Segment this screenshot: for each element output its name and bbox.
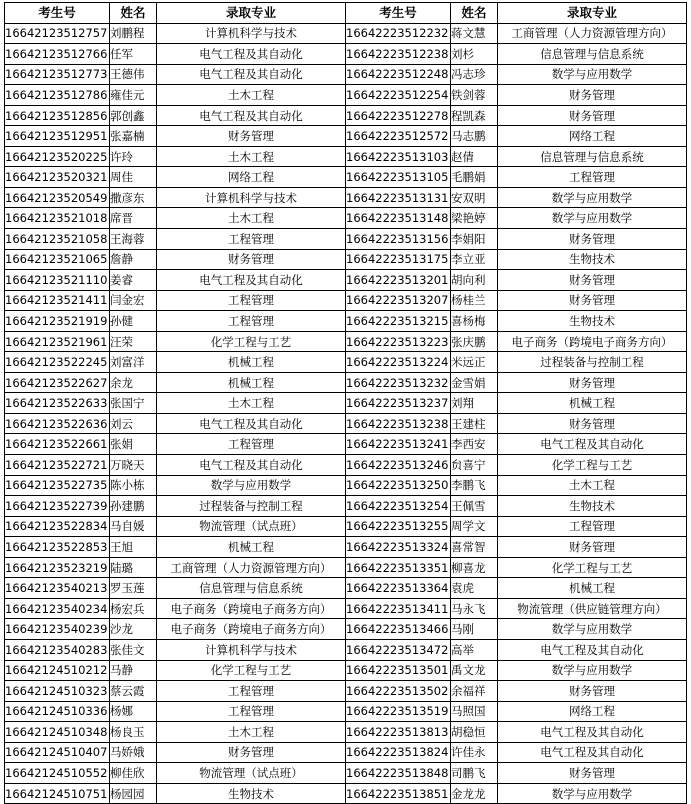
student-id-left: 16642123512856 [5,105,110,126]
student-id-right: 16642223513156 [346,229,451,250]
student-name-left: 周佳 [110,167,157,188]
header-major-left: 录取专业 [157,3,346,24]
student-name-right: 铁剑蓉 [451,85,498,106]
student-name-left: 席晋 [110,208,157,229]
header-row [5,3,687,24]
student-name-left: 许玲 [110,146,157,167]
student-id-left: 16642123521411 [5,290,110,311]
admitted-major-left: 电气工程及其自动化 [157,455,346,476]
student-id-left: 16642123520321 [5,167,110,188]
student-id-right: 16642223513224 [346,352,451,373]
admitted-major-left: 物流管理（试点班） [157,763,346,784]
student-name-right: 王佩雪 [451,496,498,517]
student-name-right: 梁艳婷 [451,208,498,229]
table-row [5,496,687,517]
student-name-right: 马刚 [451,619,498,640]
admitted-major-left: 土木工程 [157,146,346,167]
table-row [5,44,687,65]
admitted-major-left: 土木工程 [157,85,346,106]
header-name-right: 姓名 [451,3,498,24]
student-name-left: 雍佳元 [110,85,157,106]
student-id-right: 16642223513472 [346,639,451,660]
student-id-right: 16642223513848 [346,763,451,784]
student-id-right: 16642223513824 [346,742,451,763]
admitted-major-right: 财务管理 [498,270,687,291]
student-name-right: 刘杉 [451,44,498,65]
header-student-id-left: 考生号 [5,3,110,24]
admitted-major-right: 财务管理 [498,413,687,434]
student-id-right: 16642223513364 [346,578,451,599]
admitted-major-left: 机械工程 [157,537,346,558]
student-name-right: 毛鹏娟 [451,167,498,188]
student-id-left: 16642123522721 [5,455,110,476]
admitted-major-left: 数学与应用数学 [157,475,346,496]
admitted-major-left: 计算机科学与技术 [157,23,346,44]
admitted-major-right: 数学与应用数学 [498,619,687,640]
student-name-right: 李西安 [451,434,498,455]
student-id-left: 16642123521065 [5,249,110,270]
student-id-right: 16642223513207 [346,290,451,311]
student-name-left: 马静 [110,660,157,681]
student-id-left: 16642123540283 [5,639,110,660]
student-id-left: 16642123522633 [5,393,110,414]
admitted-major-left: 工程管理 [157,290,346,311]
header-student-id-right: 考生号 [346,3,451,24]
admitted-major-left: 电气工程及其自动化 [157,270,346,291]
admitted-major-left: 化学工程与工艺 [157,331,346,352]
admitted-major-left: 信息管理与信息系统 [157,578,346,599]
table-row [5,270,687,291]
admitted-major-left: 工程管理 [157,701,346,722]
student-name-right: 刘翔 [451,393,498,414]
admitted-major-left: 电子商务（跨境电子商务方向） [157,598,346,619]
admitted-major-left: 机械工程 [157,372,346,393]
student-name-right: 许佳永 [451,742,498,763]
student-id-left: 16642123520225 [5,146,110,167]
student-name-right: 王建柱 [451,413,498,434]
student-name-right: 禹文龙 [451,660,498,681]
student-id-left: 16642123521018 [5,208,110,229]
student-id-left: 16642123522834 [5,516,110,537]
student-id-right: 16642223513103 [346,146,451,167]
admitted-major-left: 工程管理 [157,681,346,702]
table-row [5,557,687,578]
table-row [5,475,687,496]
student-name-right: 李立亚 [451,249,498,270]
student-name-right: 周学文 [451,516,498,537]
admitted-major-right: 机械工程 [498,578,687,599]
admitted-major-right: 生物技术 [498,311,687,332]
student-id-left: 16642123521961 [5,331,110,352]
student-name-left: 撒彦东 [110,187,157,208]
student-name-left: 马自媛 [110,516,157,537]
student-name-left: 孙建鹏 [110,496,157,517]
table-row [5,126,687,147]
table-row [5,722,687,743]
student-name-right: 喜常智 [451,537,498,558]
table-row [5,105,687,126]
table-row [5,701,687,722]
admitted-major-right: 机械工程 [498,393,687,414]
student-id-right: 16642223512254 [346,85,451,106]
student-name-left: 陆璐 [110,557,157,578]
admitted-major-right: 电气工程及其自动化 [498,639,687,660]
student-id-right: 16642223513813 [346,722,451,743]
admitted-major-right: 工商管理（人力资源管理方向） [498,23,687,44]
student-id-right: 16642223513201 [346,270,451,291]
student-id-right: 16642223512572 [346,126,451,147]
table-row [5,434,687,455]
student-name-right: 李娟阳 [451,229,498,250]
student-id-right: 16642223513324 [346,537,451,558]
student-id-right: 16642223513502 [346,681,451,702]
student-name-left: 张娟 [110,434,157,455]
admitted-major-left: 工程管理 [157,229,346,250]
table-row [5,537,687,558]
admitted-major-left: 土木工程 [157,208,346,229]
admitted-major-left: 工程管理 [157,434,346,455]
admitted-major-right: 物流管理（供应链管理方向） [498,598,687,619]
student-name-left: 蔡云霞 [110,681,157,702]
admitted-major-right: 财务管理 [498,681,687,702]
student-id-left: 16642123522853 [5,537,110,558]
table-row [5,639,687,660]
table-row [5,64,687,85]
student-id-left: 16642123522739 [5,496,110,517]
student-id-right: 16642223513254 [346,496,451,517]
admitted-major-left: 过程装备与控制工程 [157,496,346,517]
admitted-major-left: 电气工程及其自动化 [157,105,346,126]
table-row [5,516,687,537]
student-id-right: 16642223513238 [346,413,451,434]
student-id-left: 16642123521058 [5,229,110,250]
admitted-major-right: 数学与应用数学 [498,187,687,208]
admitted-major-left: 物流管理（试点班） [157,516,346,537]
admitted-major-left: 电气工程及其自动化 [157,64,346,85]
student-id-right: 16642223513246 [346,455,451,476]
admitted-major-left: 电子商务（跨境电子商务方向） [157,619,346,640]
table-row [5,578,687,599]
student-name-right: 金雪娟 [451,372,498,393]
admitted-major-right: 生物技术 [498,496,687,517]
student-id-left: 16642124510336 [5,701,110,722]
student-name-right: 张庆鹏 [451,331,498,352]
admitted-major-left: 财务管理 [157,126,346,147]
student-name-right: 马照国 [451,701,498,722]
student-name-left: 陈小栋 [110,475,157,496]
student-id-right: 16642223512232 [346,23,451,44]
student-id-right: 16642223513105 [346,167,451,188]
table-row [5,249,687,270]
student-name-right: 程凯森 [451,105,498,126]
student-name-left: 沙龙 [110,619,157,640]
table-row [5,455,687,476]
student-name-right: 米远正 [451,352,498,373]
student-name-left: 闫金宏 [110,290,157,311]
student-name-right: 柳喜龙 [451,557,498,578]
student-id-left: 16642123523219 [5,557,110,578]
student-id-right: 16642223513411 [346,598,451,619]
student-name-left: 张国宁 [110,393,157,414]
admitted-major-right: 财务管理 [498,763,687,784]
student-name-right: 李鹏飞 [451,475,498,496]
student-id-right: 16642223513501 [346,660,451,681]
student-id-left: 16642124510407 [5,742,110,763]
student-name-right: 马志鹏 [451,126,498,147]
table-row [5,681,687,702]
student-name-left: 王旭 [110,537,157,558]
student-name-left: 柳佳欣 [110,763,157,784]
student-name-left: 张嘉楠 [110,126,157,147]
admitted-major-right: 财务管理 [498,290,687,311]
student-id-right: 16642223513232 [346,372,451,393]
student-name-right: 冯志珍 [451,64,498,85]
student-name-left: 余龙 [110,372,157,393]
student-id-left: 16642123522245 [5,352,110,373]
table-row [5,413,687,434]
student-id-left: 16642123512757 [5,23,110,44]
admitted-major-left: 计算机科学与技术 [157,187,346,208]
table-row [5,598,687,619]
student-name-right: 余福祥 [451,681,498,702]
table-row [5,311,687,332]
admitted-major-left: 工商管理（人力资源管理方向） [157,557,346,578]
table-row [5,763,687,784]
admitted-major-left: 电气工程及其自动化 [157,413,346,434]
student-id-right: 16642223513250 [346,475,451,496]
table-row [5,783,687,804]
admitted-major-right: 数学与应用数学 [498,208,687,229]
student-name-left: 杨良玉 [110,722,157,743]
student-name-left: 孙健 [110,311,157,332]
student-name-left: 任军 [110,44,157,65]
student-name-left: 刘富洋 [110,352,157,373]
student-name-right: 喜杨梅 [451,311,498,332]
admitted-major-left: 网络工程 [157,167,346,188]
admitted-major-right: 电子商务（跨境电子商务方向） [498,331,687,352]
student-id-left: 16642123540239 [5,619,110,640]
admitted-major-left: 化学工程与工艺 [157,660,346,681]
student-id-right: 16642223512278 [346,105,451,126]
admitted-major-right: 电气工程及其自动化 [498,722,687,743]
student-id-left: 16642124510212 [5,660,110,681]
student-id-right: 16642223512238 [346,44,451,65]
student-name-left: 刘云 [110,413,157,434]
table-row [5,742,687,763]
student-id-left: 16642123540234 [5,598,110,619]
student-name-right: 胡稳恒 [451,722,498,743]
student-name-left: 罗玉莲 [110,578,157,599]
student-id-right: 16642223513519 [346,701,451,722]
admitted-major-right: 工程管理 [498,167,687,188]
student-id-left: 16642123512766 [5,44,110,65]
student-id-right: 16642223513241 [346,434,451,455]
admitted-major-left: 工程管理 [157,311,346,332]
admitted-major-left: 土木工程 [157,722,346,743]
admitted-major-right: 数学与应用数学 [498,64,687,85]
table-row [5,23,687,44]
admitted-major-right: 网络工程 [498,126,687,147]
admitted-major-right: 生物技术 [498,249,687,270]
admitted-major-right: 财务管理 [498,372,687,393]
admitted-major-right: 数学与应用数学 [498,660,687,681]
student-id-left: 16642123540213 [5,578,110,599]
student-id-right: 16642223513466 [346,619,451,640]
student-id-right: 16642223513148 [346,208,451,229]
admitted-major-right: 土木工程 [498,475,687,496]
student-name-right: 杨桂兰 [451,290,498,311]
student-id-right: 16642223513351 [346,557,451,578]
admitted-major-left: 电气工程及其自动化 [157,44,346,65]
table-row [5,352,687,373]
student-name-left: 姜睿 [110,270,157,291]
admitted-major-left: 土木工程 [157,393,346,414]
table-row [5,208,687,229]
table-row [5,187,687,208]
student-name-left: 杨宏兵 [110,598,157,619]
table-row [5,290,687,311]
student-name-right: 贠喜宁 [451,455,498,476]
student-id-left: 16642123521919 [5,311,110,332]
student-id-left: 16642123522735 [5,475,110,496]
student-id-left: 16642124510323 [5,681,110,702]
student-id-left: 16642123512773 [5,64,110,85]
admitted-major-right: 化学工程与工艺 [498,455,687,476]
student-id-right: 16642223513175 [346,249,451,270]
admitted-major-left: 财务管理 [157,249,346,270]
student-name-right: 安双明 [451,187,498,208]
student-id-right: 16642223512248 [346,64,451,85]
table-row [5,85,687,106]
admitted-major-left: 计算机科学与技术 [157,639,346,660]
admitted-major-right: 网络工程 [498,701,687,722]
table-row [5,167,687,188]
student-id-left: 16642123512951 [5,126,110,147]
admitted-major-left: 财务管理 [157,742,346,763]
table-row [5,393,687,414]
student-id-left: 16642123520549 [5,187,110,208]
table-row [5,372,687,393]
student-id-left: 16642124510348 [5,722,110,743]
table-row [5,146,687,167]
student-name-left: 杨园园 [110,783,157,804]
header-name-left: 姓名 [110,3,157,24]
student-name-right: 高举 [451,639,498,660]
student-id-right: 16642223513237 [346,393,451,414]
admitted-major-right: 财务管理 [498,85,687,106]
student-id-left: 16642124510751 [5,783,110,804]
admitted-major-left: 机械工程 [157,352,346,373]
table-body [5,23,687,804]
student-id-left: 16642123522636 [5,413,110,434]
student-id-left: 16642123521110 [5,270,110,291]
student-name-right: 蒋文慧 [451,23,498,44]
student-name-right: 司鹏飞 [451,763,498,784]
student-name-right: 金龙龙 [451,783,498,804]
student-id-left: 16642123522627 [5,372,110,393]
admission-list-table [4,2,687,804]
student-name-left: 马娇娥 [110,742,157,763]
student-name-left: 王海蓉 [110,229,157,250]
student-name-right: 袁虎 [451,578,498,599]
student-name-right: 胡向利 [451,270,498,291]
admitted-major-right: 过程装备与控制工程 [498,352,687,373]
admitted-major-right: 信息管理与信息系统 [498,146,687,167]
student-id-right: 16642223513131 [346,187,451,208]
student-name-left: 张佳文 [110,639,157,660]
table-row [5,619,687,640]
student-id-right: 16642223513223 [346,331,451,352]
student-id-right: 16642223513215 [346,311,451,332]
table-row [5,331,687,352]
table-row [5,229,687,250]
admitted-major-right: 数学与应用数学 [498,783,687,804]
header-major-right: 录取专业 [498,3,687,24]
table-row [5,660,687,681]
student-name-left: 詹静 [110,249,157,270]
student-id-right: 16642223513851 [346,783,451,804]
student-id-left: 16642123512786 [5,85,110,106]
student-id-right: 16642223513255 [346,516,451,537]
student-name-left: 王德伟 [110,64,157,85]
student-name-right: 赵倩 [451,146,498,167]
admitted-major-right: 财务管理 [498,537,687,558]
student-name-right: 马永飞 [451,598,498,619]
student-name-left: 郭创鑫 [110,105,157,126]
admitted-major-right: 化学工程与工艺 [498,557,687,578]
student-id-left: 16642123522661 [5,434,110,455]
admitted-major-left: 生物技术 [157,783,346,804]
student-name-left: 杨娜 [110,701,157,722]
admitted-major-right: 工程管理 [498,516,687,537]
student-name-left: 汪荣 [110,331,157,352]
admitted-major-right: 财务管理 [498,229,687,250]
admitted-major-right: 财务管理 [498,105,687,126]
admitted-major-right: 电气工程及其自动化 [498,742,687,763]
student-name-left: 刘鹏程 [110,23,157,44]
admitted-major-right: 信息管理与信息系统 [498,44,687,65]
student-id-left: 16642124510552 [5,763,110,784]
student-name-left: 万晓天 [110,455,157,476]
admitted-major-right: 电气工程及其自动化 [498,434,687,455]
